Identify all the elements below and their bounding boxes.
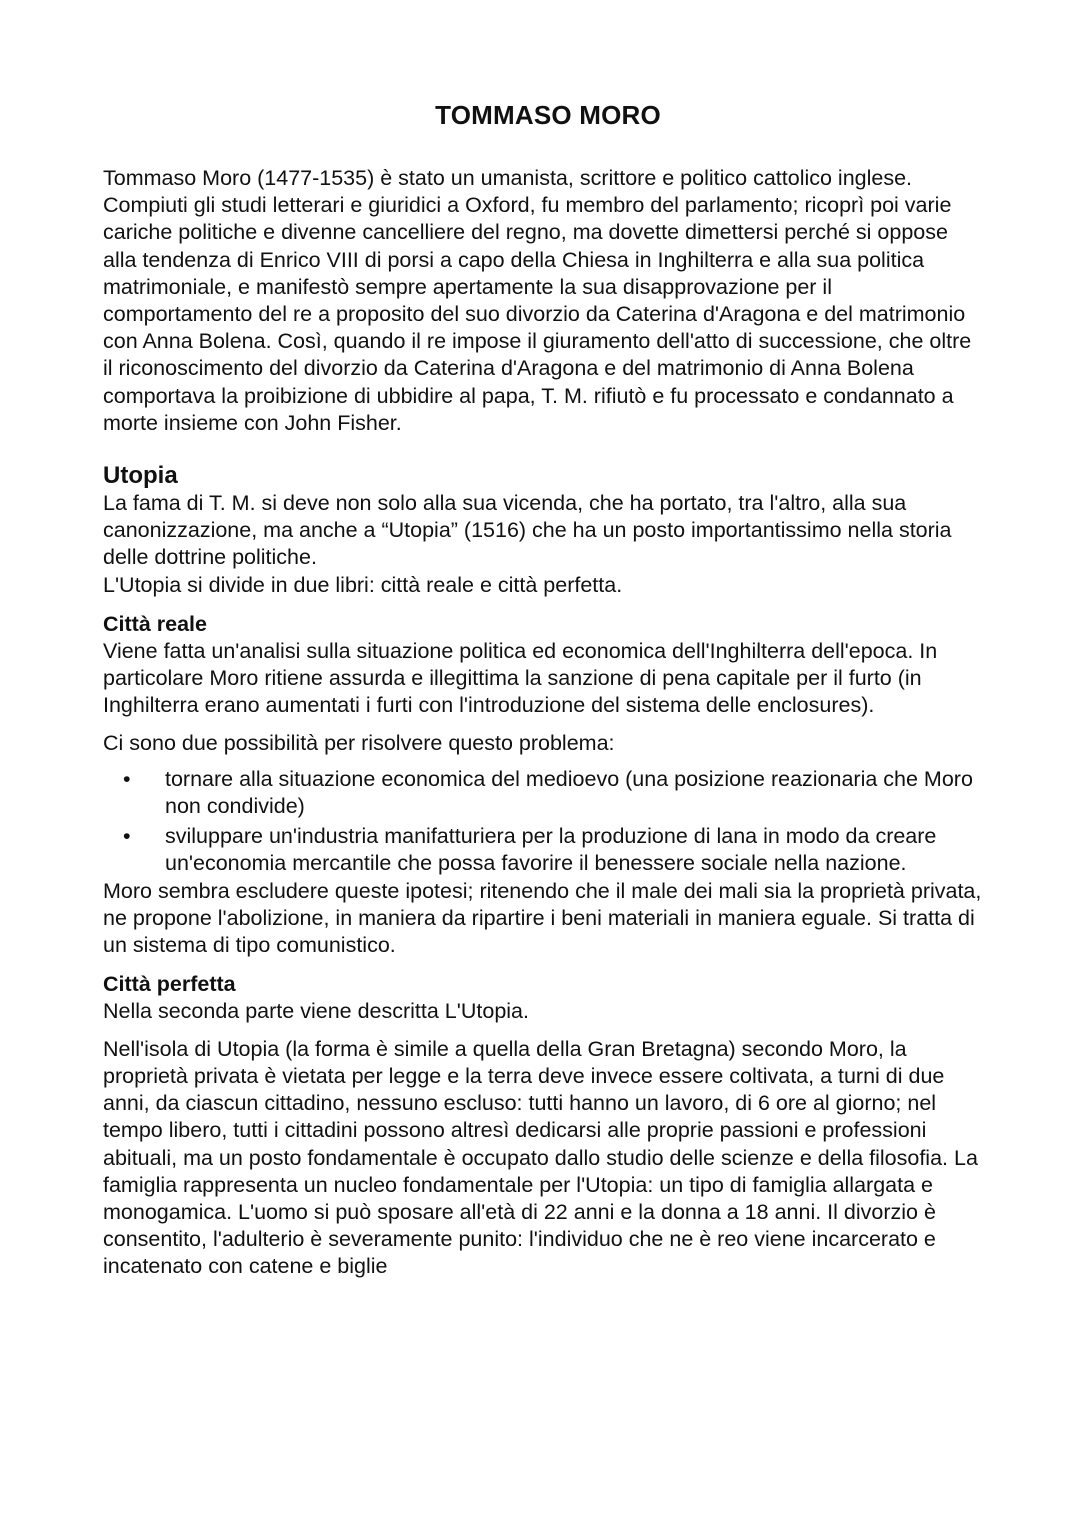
citta-reale-paragraph-3: Moro sembra escludere queste ipotesi; ritenendo che il male dei mali sia la proprietà privata, ne propone l'abolizione, in maniera da ripartire i beni materiali in maniera eguale. Si tratta di un sistema di tipo comunistico. <box>103 878 982 958</box>
citta-perfetta-paragraph-1: Nella seconda parte viene descritta L'Utopia. <box>103 999 529 1024</box>
citta-reale-paragraph-2: Ci sono due possibilità per risolvere questo problema: <box>103 730 615 755</box>
subsection-heading-citta-reale: Città reale <box>103 611 207 636</box>
list-item: • tornare alla situazione economica del medioevo (una posizione reazionaria che Moro non condivide) <box>103 766 983 820</box>
citta-reale-paragraph-1: Viene fatta un'analisi sulla situazione politica ed economica dell'Inghilterra dell'epoca. In particolare Moro ritiene assurda e illegittima la sanzione di pena capitale per il furto (in Inghilterra erano aumentati i furti con l'introduzione del sistema delle enclosures). <box>103 639 938 718</box>
list-item: • sviluppare un'industria manifatturiera per la produzione di lana in modo da creare un'economia mercantile che possa favorire il benessere sociale nella nazione. <box>103 823 983 877</box>
document-title: TOMMASO MORO <box>435 100 661 130</box>
utopia-paragraph-1: La fama di T. M. si deve non solo alla sua vicenda, che ha portato, tra l'altro, alla sua canonizzazione, ma anche a “Utopia” (1516) che ha un posto importantissimo nella storia delle dottrine politiche. <box>103 491 952 570</box>
bullet-list <box>103 766 983 878</box>
subsection-heading-citta-perfetta: Città perfetta <box>103 972 236 997</box>
document-page <box>103 100 983 1281</box>
intro-paragraph: Tommaso Moro (1477-1535) è stato un umanista, scrittore e politico cattolico inglese. Compiuti gli studi letterari e giuridici a Oxford, fu membro del parlamento; ricoprì poi varie cariche politiche e divenne cancelliere del regno, ma dovette dimettersi perché si oppose alla tendenza di Enrico VIII di porsi a capo della Chiesa in Inghilterra e alla sua politica matrimoniale, e manifestò sempre apertamente la sua disapprovazione per il comportamento del re a proposito del suo divorzio da Caterina d'Aragona e del matrimonio con Anna Bolena. Così, quando il re impose il giuramento dell'atto di successione, che oltre il riconoscimento del divorzio da Caterina d'Aragona e del matrimonio di Anna Bolena comportava la proibizione di ubbidire al papa, T. M. rifiutò e fu processato e condannato a morte insieme con John Fisher. <box>103 166 972 435</box>
citta-perfetta-paragraph-2: Nell'isola di Utopia (la forma è simile a quella della Gran Bretagna) secondo Moro, la proprietà privata è vietata per legge e la terra deve invece essere coltivata, a turni di due anni, da ciascun cittadino, nessuno escluso: tutti hanno un lavoro, di 6 ore al giorno; nel tempo libero, tutti i cittadini possono altresì dedicarsi alle proprie passioni e professioni abituali, ma un posto fondamentale è occupato dallo studio delle scienze e della filosofia. La famiglia rappresenta un nucleo fondamentale per l'Utopia: un tipo di famiglia allargata e monogamica. L'uomo si può sposare all'età di 22 anni e la donna a 18 anni. Il divorzio è consentito, l'adulterio è severamente punito: l'individuo che ne è reo viene incarcerato e incatenato con catene e biglie <box>103 1036 978 1279</box>
utopia-paragraph-2: L'Utopia si divide in due libri: città reale e città perfetta. <box>103 572 623 597</box>
section-heading-utopia: Utopia <box>103 462 178 490</box>
